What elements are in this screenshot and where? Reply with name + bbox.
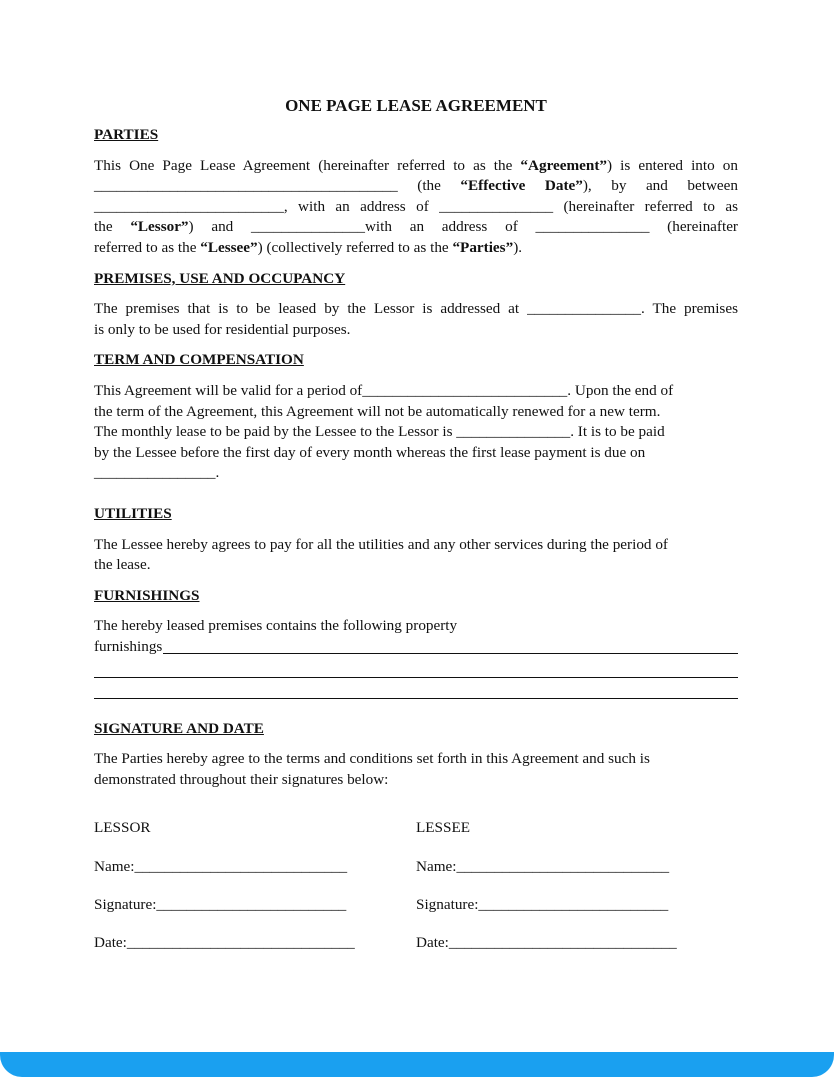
term-line-4: by the Lessee before the first day of every month whereas the first lease payment is due on xyxy=(94,443,646,461)
signature-table xyxy=(94,818,738,970)
furnishings-blank-1[interactable] xyxy=(163,638,738,654)
signature-paragraph xyxy=(94,749,738,790)
parties-line-4: the “Lessor”) and _______________with an address of _______________ (hereinafter xyxy=(94,218,738,236)
signature-line-2: demonstrated throughout their signatures below: xyxy=(94,770,389,788)
furnishings-blank-3[interactable] xyxy=(94,678,738,699)
furnishings-heading: FURNISHINGS xyxy=(94,586,200,604)
lessee-label: LESSEE xyxy=(416,819,471,837)
term-line-2: the term of the Agreement, this Agreement will not be automatically renewed for a new term. xyxy=(94,402,661,420)
utilities-line-2: the lease. xyxy=(94,556,151,574)
lessor-signature-field[interactable]: Signature:_________________________ xyxy=(94,895,347,913)
parties-line-2: ________________________________________ (the “Effective Date”), by and between xyxy=(94,177,738,195)
term-paragraph xyxy=(94,381,738,484)
furnishings-paragraph xyxy=(94,616,738,698)
parties-paragraph xyxy=(94,156,738,259)
lessee-signature-field[interactable]: Signature:_________________________ xyxy=(416,895,669,913)
document-title: ONE PAGE LEASE AGREEMENT xyxy=(285,96,547,115)
furnishings-line-2: furnishings xyxy=(94,637,738,658)
term-line-5: ________________. xyxy=(94,464,220,482)
premises-heading: PREMISES, USE AND OCCUPANCY xyxy=(94,269,346,287)
lessee-column xyxy=(416,818,738,970)
lease-document xyxy=(94,95,738,971)
utilities-line-1: The Lessee hereby agrees to pay for all the utilities and any other services during the period of xyxy=(94,535,668,553)
term-heading: TERM AND COMPENSATION xyxy=(94,351,304,369)
utilities-paragraph xyxy=(94,535,738,576)
signature-line-1: The Parties hereby agree to the terms and conditions set forth in this Agreement and such is xyxy=(94,750,650,768)
parties-heading: PARTIES xyxy=(94,126,159,143)
term-line-1: This Agreement will be valid for a period of___________________________. Upon the end of xyxy=(94,381,674,399)
term-line-3: The monthly lease to be paid by the Lessee to the Lessor is _______________. It is to be paid xyxy=(94,423,665,441)
parties-line-5: referred to as the “Lessee”) (collectively referred to as the “Parties”). xyxy=(94,238,523,256)
parties-line-1: This One Page Lease Agreement (hereinafter referred to as the “Agreement”) is entered into on xyxy=(94,156,738,174)
furnishings-line-1: The hereby leased premises contains the following property xyxy=(94,617,458,635)
parties-line-3: _________________________, with an address of _______________ (hereinafter referred to as xyxy=(94,197,738,215)
lessee-name-field[interactable]: Name:____________________________ xyxy=(416,857,670,875)
lessor-name-field[interactable]: Name:____________________________ xyxy=(94,857,348,875)
utilities-heading: UTILITIES xyxy=(94,504,172,522)
premises-line-2: is only to be used for residential purposes. xyxy=(94,320,351,338)
lessor-date-field[interactable]: Date:______________________________ xyxy=(94,933,355,951)
premises-paragraph xyxy=(94,299,738,340)
lessor-column xyxy=(94,818,416,970)
lessee-date-field[interactable]: Date:______________________________ xyxy=(416,933,677,951)
premises-line-1: The premises that is to be leased by the Lessor is addressed at _______________. The premises xyxy=(94,300,738,318)
lessor-label: LESSOR xyxy=(94,819,151,837)
bottom-accent-bar xyxy=(0,1052,834,1077)
signature-heading: SIGNATURE AND DATE xyxy=(94,719,264,737)
furnishings-blank-2[interactable] xyxy=(94,657,738,678)
